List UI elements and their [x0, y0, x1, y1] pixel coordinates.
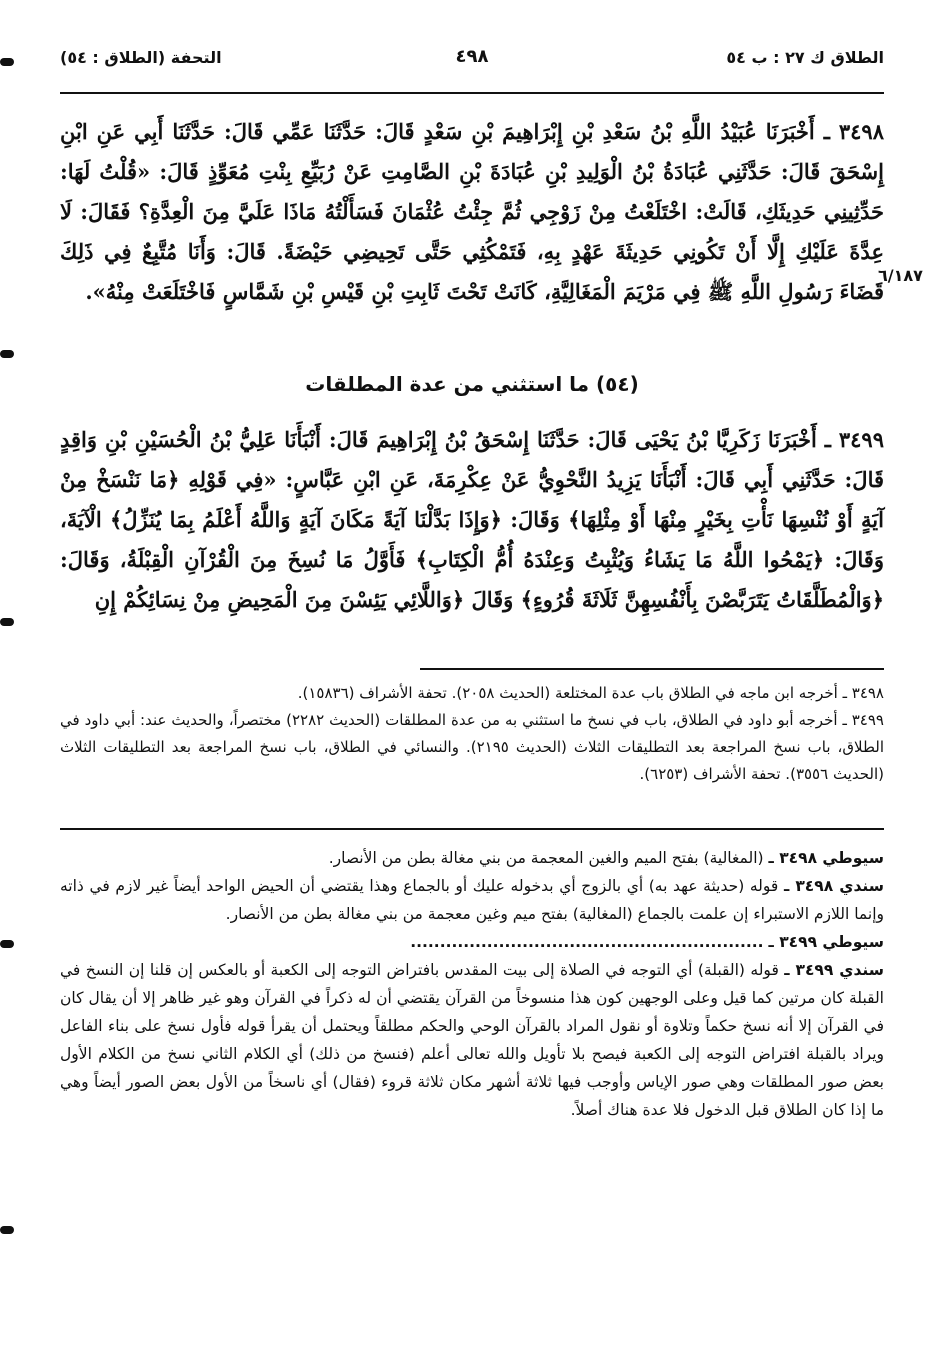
footnote-divider [420, 668, 884, 670]
section-title: (٥٤) ما استثني من عدة المطلقات [305, 372, 639, 396]
commentary-sindi-3498 [60, 872, 884, 928]
commentary-label: سيوطي ٣٤٩٨ ـ [768, 849, 884, 867]
scan-edge-mark [0, 350, 14, 358]
footnotes [60, 680, 884, 788]
footnote-3499: ٣٤٩٩ ـ أخرجه أبو داود في الطلاق، باب في نسخ ما استثني به من عدة المطلقات (الحديث ٢٢٨٢) مختصراً، والحديث عند: أبي داود في الطلاق، باب نسخ المراجعة بعد التطليقات الثلاث (الحديث ٢١٩٥). والنسائي في الطلاق، باب نسخ المراجعة بعد التطليقات الثلاث (الحديث ٣٥٥٦). تحفة الأشراف (٦٢٥٣). [60, 711, 884, 783]
scan-edge-mark [0, 1226, 14, 1234]
commentary-suyuti-3498 [60, 844, 884, 872]
hadith-3499 [60, 420, 884, 620]
dotted-leader: ............................................................ [410, 933, 764, 951]
commentary-text: قوله (حديثة عهد به) أي بالزوج أي بدخوله عليك أو بالجماع وهذا يقتضي أن الحيض الواحد أيضاً غير لازم في ذاته وإنما اللازم الاستبراء إن علمت بالجماع (المغالية) بفتح ميم وغين معجمة من بني مغالة بطن من الأنصار. [60, 877, 884, 923]
hadith-3498 [60, 112, 884, 312]
commentary [60, 844, 884, 1124]
commentary-text: قوله (القبلة) أي التوجه في الصلاة إلى بيت المقدس بافتراض التوجه إلى الكعبة أو بالعكس إن قلنا إن النسخ في القبلة كان مرتين كما قيل وعلى الوجهين كون هذا منسوخاً من القرآن يقتضي أن له ذكراً في القرآن وهو غير ظاهر إلا أن يقال كان في القرآن إلا أنه نسخ حكماً وتلاوة أو نقول المراد بالقرآن الوحي والحكم مطلقاً ويحتمل أن يقرأ قوله فأول نسخ على بناء الفاعل ويراد بالقبلة افتراض التوجه إلى الكعبة فيصح بلا تأويل والله تعالى أعلم (فنسخ من ذلك) أي الكلام الثاني نسخ من الكلام الأول بعض صور المطلقات وهي صور الإياس وأوجب فيها ثلاثة أشهر مكان ثلاثة قروء (فقال) أي ناسخاً من الأول بعض الصور أيضاً وهي ما إذا كان الطلاق قبل الدخول فلا عدة هناك أصلاً. [60, 961, 884, 1119]
commentary-sindi-3499 [60, 956, 884, 1124]
commentary-label: سيوطي ٣٤٩٩ ـ [768, 933, 884, 951]
scan-edge-mark [0, 940, 14, 948]
page-number: ٤٩٨ [455, 46, 489, 67]
commentary-label: سندي ٣٤٩٨ ـ [783, 877, 884, 895]
commentary-suyuti-3499 [60, 928, 884, 956]
commentary-text: (المغالية) بفتح الميم والغين المعجمة من بني مغالة بطن من الأنصار. [328, 849, 764, 867]
hadith-3498-text: ٣٤٩٨ ـ أَخْبَرَنَا عُبَيْدُ اللَّهِ بْنُ سَعْدِ بْنِ إِبْرَاهِيمَ بْنِ سَعْدٍ قَالَ: حَدَّثَنَا عَمِّي قَالَ: حَدَّثَنَا أَبِي عَنِ ابْنِ إِسْحَقَ قَالَ: حَدَّثَنِي عُبَادَةُ بْنُ الْوَلِيدِ بْنِ عُبَادَةَ بْنِ الصَّامِتِ عَنْ رُبَيِّعِ بِنْتِ مُعَوِّذٍ قَالَ: «قُلْتُ لَهَا: حَدِّثِينِي حَدِيثَكِ، قَالَتْ: اخْتَلَعْتُ مِنْ زَوْجِي ثُمَّ جِئْتُ عُثْمَانَ فَسَأَلْتُهُ مَاذَا عَلَيَّ مِنَ الْعِدَّةِ؟ فَقَالَ: لَا عِدَّةَ عَلَيْكِ إِلَّا أَنْ تَكُونِي حَدِيثَةَ عَهْدٍ بِهِ، فَتَمْكُثِي حَتَّى تَحِيضِي حَيْضَةً. قَالَ: وَأَنَا مُتَّبِعٌ فِي ذَلِكَ قَضَاءَ رَسُولِ اللَّهِ ﷺ فِي مَرْيَمَ الْمَغَالِيَّةِ، كَانَتْ تَحْتَ ثَابِتِ بْنِ قَيْسِ بْنِ شَمَّاسٍ فَاخْتَلَعَتْ مِنْهُ». [60, 119, 884, 304]
margin-reference: ٦/١٨٧ [878, 266, 923, 285]
running-head-left: التحفة (الطلاق : ٥٤) [60, 48, 222, 67]
commentary-label: سندي ٣٤٩٩ ـ [784, 961, 884, 979]
page-header [60, 40, 884, 76]
running-head-right: الطلاق ك ٢٧ : ب ٥٤ [726, 48, 884, 67]
scan-edge-mark [0, 58, 14, 66]
scan-edge-mark [0, 618, 14, 626]
commentary-divider [60, 828, 884, 830]
hadith-3499-text: ٣٤٩٩ ـ أَخْبَرَنَا زَكَرِيَّا بْنُ يَحْيَى قَالَ: حَدَّثَنَا إِسْحَقُ بْنُ إِبْرَاهِيمَ قَالَ: أَنْبَأَنَا عَلِيُّ بْنُ الْحُسَيْنِ بْنِ وَاقِدٍ قَالَ: حَدَّثَنِي أَبِي قَالَ: أَنْبَأَنَا يَزِيدُ النَّحْوِيُّ عَنْ عِكْرِمَةَ، عَنِ ابْنِ عَبَّاسٍ: «فِي قَوْلِهِ ﴿مَا نَنْسَخْ مِنْ آيَةٍ أَوْ نُنْسِهَا نَأْتِ بِخَيْرٍ مِنْهَا أَوْ مِثْلِهَا﴾ وَقَالَ: ﴿وَإِذَا بَدَّلْنَا آيَةً مَكَانَ آيَةٍ وَاللَّهُ أَعْلَمُ بِمَا يُنَزِّلُ﴾ الْآيَةَ، وَقَالَ: ﴿يَمْحُوا اللَّهُ مَا يَشَاءُ وَيُثْبِتُ وَعِنْدَهُ أُمُّ الْكِتَابِ﴾ فَأَوَّلُ مَا نُسِخَ مِنَ الْقُرْآنِ الْقِبْلَةُ، وَقَالَ: ﴿وَالْمُطَلَّقَاتُ يَتَرَبَّصْنَ بِأَنْفُسِهِنَّ ثَلَاثَةَ قُرُوءٍ﴾ وَقَالَ ﴿وَاللَّائِي يَئِسْنَ مِنَ الْمَحِيضِ مِنْ نِسَائِكُمْ إِنِ [60, 427, 884, 612]
footnote-3498: ٣٤٩٨ ـ أخرجه ابن ماجه في الطلاق باب عدة المختلعة (الحديث ٢٠٥٨). تحفة الأشراف (١٥٨٣٦). [297, 684, 884, 702]
header-divider [60, 92, 884, 94]
